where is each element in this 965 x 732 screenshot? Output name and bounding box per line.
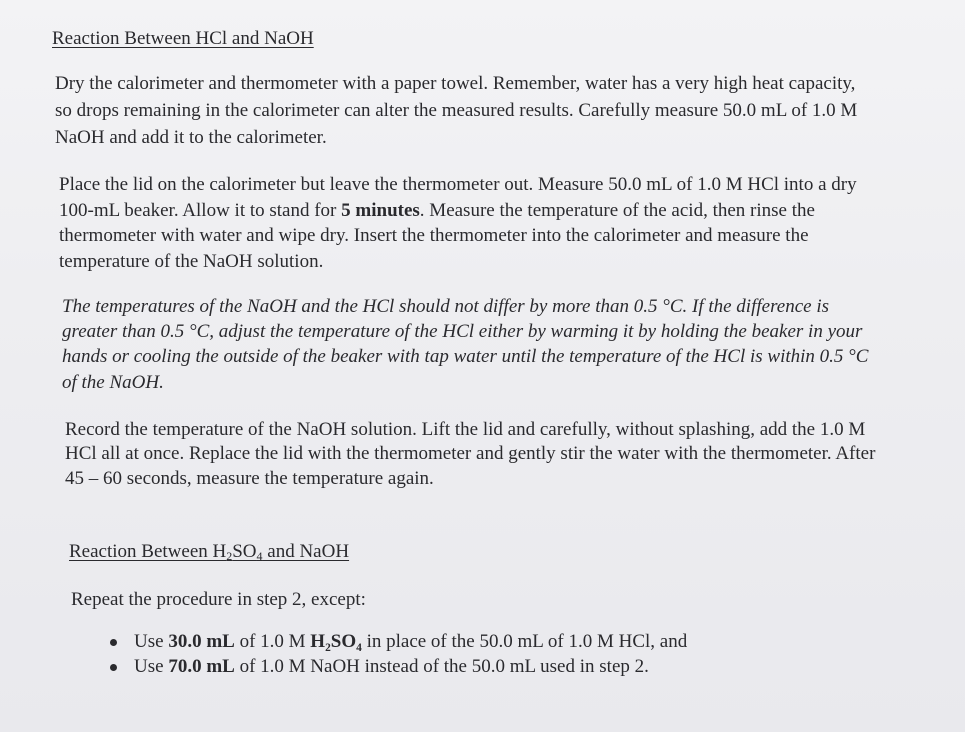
bullet-2-text [134,655,649,679]
bullet-1-mid: of 1.0 M [234,631,311,652]
bullet-2-pre: Use [134,656,169,677]
p2-strong-phrase: 5 minutes [341,200,420,221]
p3-line-3: hands or cooling the outside of the beaker with tap water until the temperature of the HCl is within 0.5 °C [62,346,869,367]
bullet-2-mid: of 1.0 M NaOH instead of the 50.0 mL used in step 2. [234,656,649,677]
section2-heading-mid: SO [232,541,257,562]
p3-line-4: of the NaOH. [62,372,164,393]
section1-heading: Reaction Between HCl and NaOH [52,28,314,49]
p3-line-2: greater than 0.5 °C, adjust the temperature of the HCl either by warming it by holding the beaker in your [62,321,863,342]
bullet-1-post: in place of the 50.0 mL of 1.0 M HCl, and [361,631,688,652]
section2-heading-post: and NaOH [262,541,350,562]
bullet-2-bold: 70.0 mL [168,656,235,677]
bullet-dot-icon [110,639,117,646]
p4-line-3: 45 – 60 seconds, measure the temperature again. [65,468,434,489]
section2-heading-sub2: 4 [256,549,263,563]
p2-line-2 [59,199,815,223]
p1-line-3: NaOH and add it to the calorimeter. [55,127,327,148]
bullet-1-chem: H₂SO₄ [310,631,362,652]
p4-line-2: HCl all at once. Replace the lid with the thermometer and gently stir the water with the thermometer. After [65,443,876,464]
p4-line-1: Record the temperature of the NaOH solution. Lift the lid and carefully, without splashing, add the 1.0 M [65,419,866,440]
bullet-1-pre: Use [134,631,169,652]
section2-intro: Repeat the procedure in step 2, except: [71,589,366,610]
bullet-dot-icon [110,664,117,671]
section2-heading-pre: Reaction Between H [69,541,227,562]
bullet-1-text [134,630,687,654]
section2-heading-sub1: 2 [226,549,233,563]
section2-heading [69,540,349,568]
p3-line-1: The temperatures of the NaOH and the HCl should not differ by more than 0.5 °C. If the difference is [62,296,829,317]
bullet-1-bold: 30.0 mL [168,631,235,652]
p1-line-2: so drops remaining in the calorimeter can alter the measured results. Carefully measure 50.0 mL of 1.0 M [55,100,858,121]
p2-line-3: thermometer with water and wipe dry. Insert the thermometer into the calorimeter and measure the [59,225,809,246]
p1-line-1: Dry the calorimeter and thermometer with a paper towel. Remember, water has a very high heat capacity, [55,73,856,94]
p2-line-2-tail: . Measure the temperature of the acid, then rinse the [419,200,815,221]
p2-line-4: temperature of the NaOH solution. [59,251,324,272]
p2-line-1: Place the lid on the calorimeter but leave the thermometer out. Measure 50.0 mL of 1.0 M HCl into a dry [59,174,857,195]
p2-line-2-text: 100-mL beaker. Allow it to stand for [59,200,342,221]
